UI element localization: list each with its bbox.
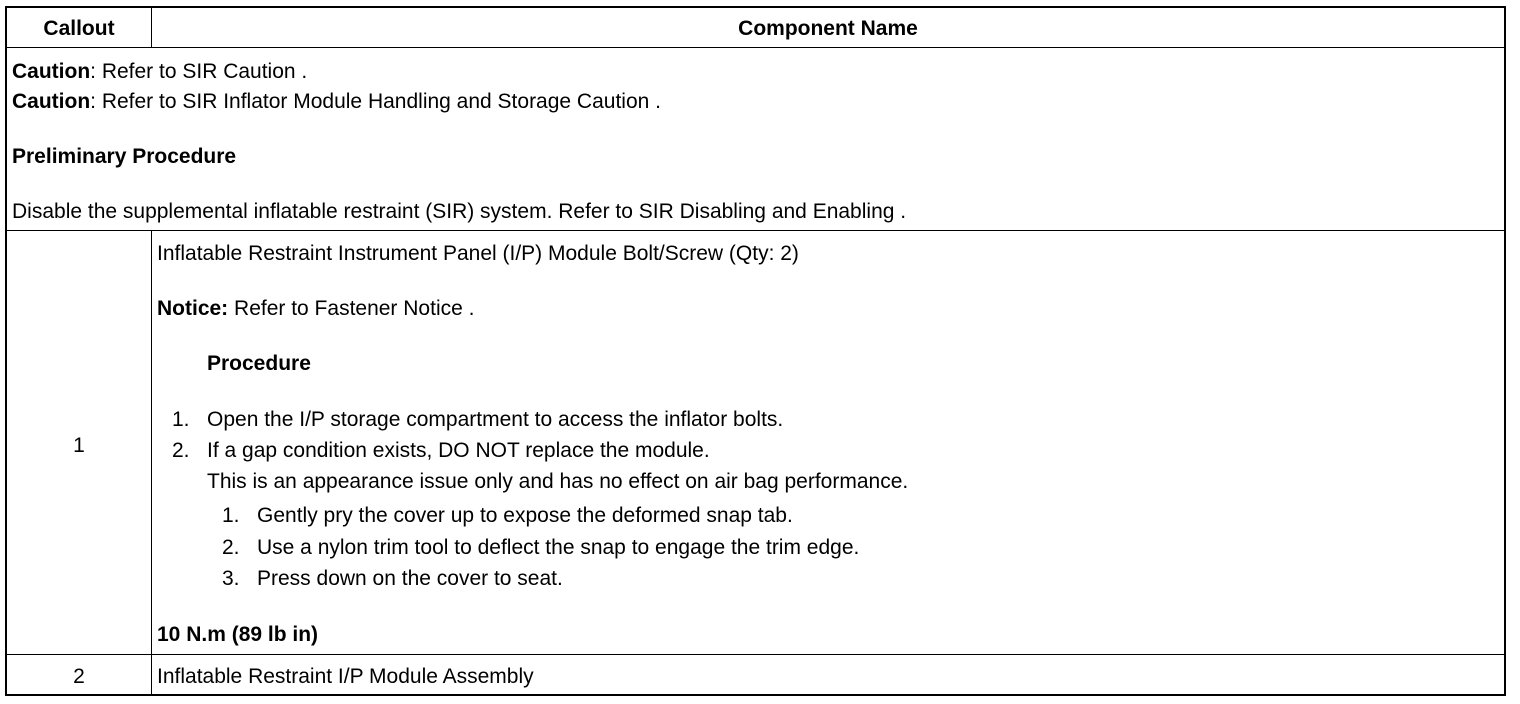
caution-line-2 (12, 90, 661, 114)
header-divider (7, 47, 1504, 48)
step-note: This is an appearance issue only and has no effect on air bag performance. (207, 470, 909, 493)
row1-divider (7, 654, 1504, 655)
substep-number: 2. (222, 536, 240, 559)
intro-divider (7, 230, 1504, 231)
substep-text: Gently pry the cover up to expose the deformed snap tab. (257, 504, 793, 527)
component-table (5, 6, 1506, 696)
step-text: If a gap condition exists, DO NOT replace the module. (207, 439, 710, 462)
substep-text: Press down on the cover to seat. (257, 567, 563, 590)
body-column-divider (151, 230, 152, 694)
caution-line-1 (12, 60, 307, 84)
substep-number: 3. (222, 567, 240, 590)
header-callout: Callout (43, 17, 115, 40)
preliminary-text: Disable the supplemental inflatable restraint (SIR) system. Refer to SIR Disabling and Enabling . (12, 200, 907, 223)
header-component-name: Component Name (738, 17, 918, 40)
step-number: 1. (172, 408, 190, 431)
row-1-title: Inflatable Restraint Instrument Panel (I/P) Module Bolt/Screw (Qty: 2) (157, 242, 799, 265)
step-text: Open the I/P storage compartment to access the inflator bolts. (207, 408, 784, 431)
notice-line (157, 297, 474, 321)
row-2-callout: 2 (73, 665, 85, 688)
substep-text: Use a nylon trim tool to deflect the snap to engage the trim edge. (257, 536, 860, 559)
procedure-heading: Procedure (207, 352, 311, 375)
preliminary-heading: Preliminary Procedure (12, 145, 237, 168)
torque-spec: 10 N.m (89 lb in) (157, 623, 319, 646)
notice-label: Notice: (157, 297, 229, 320)
caution-label: Caution (12, 60, 91, 83)
caution-text: : Refer to SIR Caution . (90, 60, 308, 83)
step-number: 2. (172, 439, 190, 462)
caution-text: : Refer to SIR Inflator Module Handling and Storage Caution . (90, 90, 661, 113)
caution-label: Caution (12, 90, 91, 113)
substep-number: 1. (222, 504, 240, 527)
notice-text: Refer to Fastener Notice . (228, 297, 475, 320)
row-1-callout: 1 (73, 434, 85, 457)
row-2-title: Inflatable Restraint I/P Module Assembly (157, 665, 534, 688)
